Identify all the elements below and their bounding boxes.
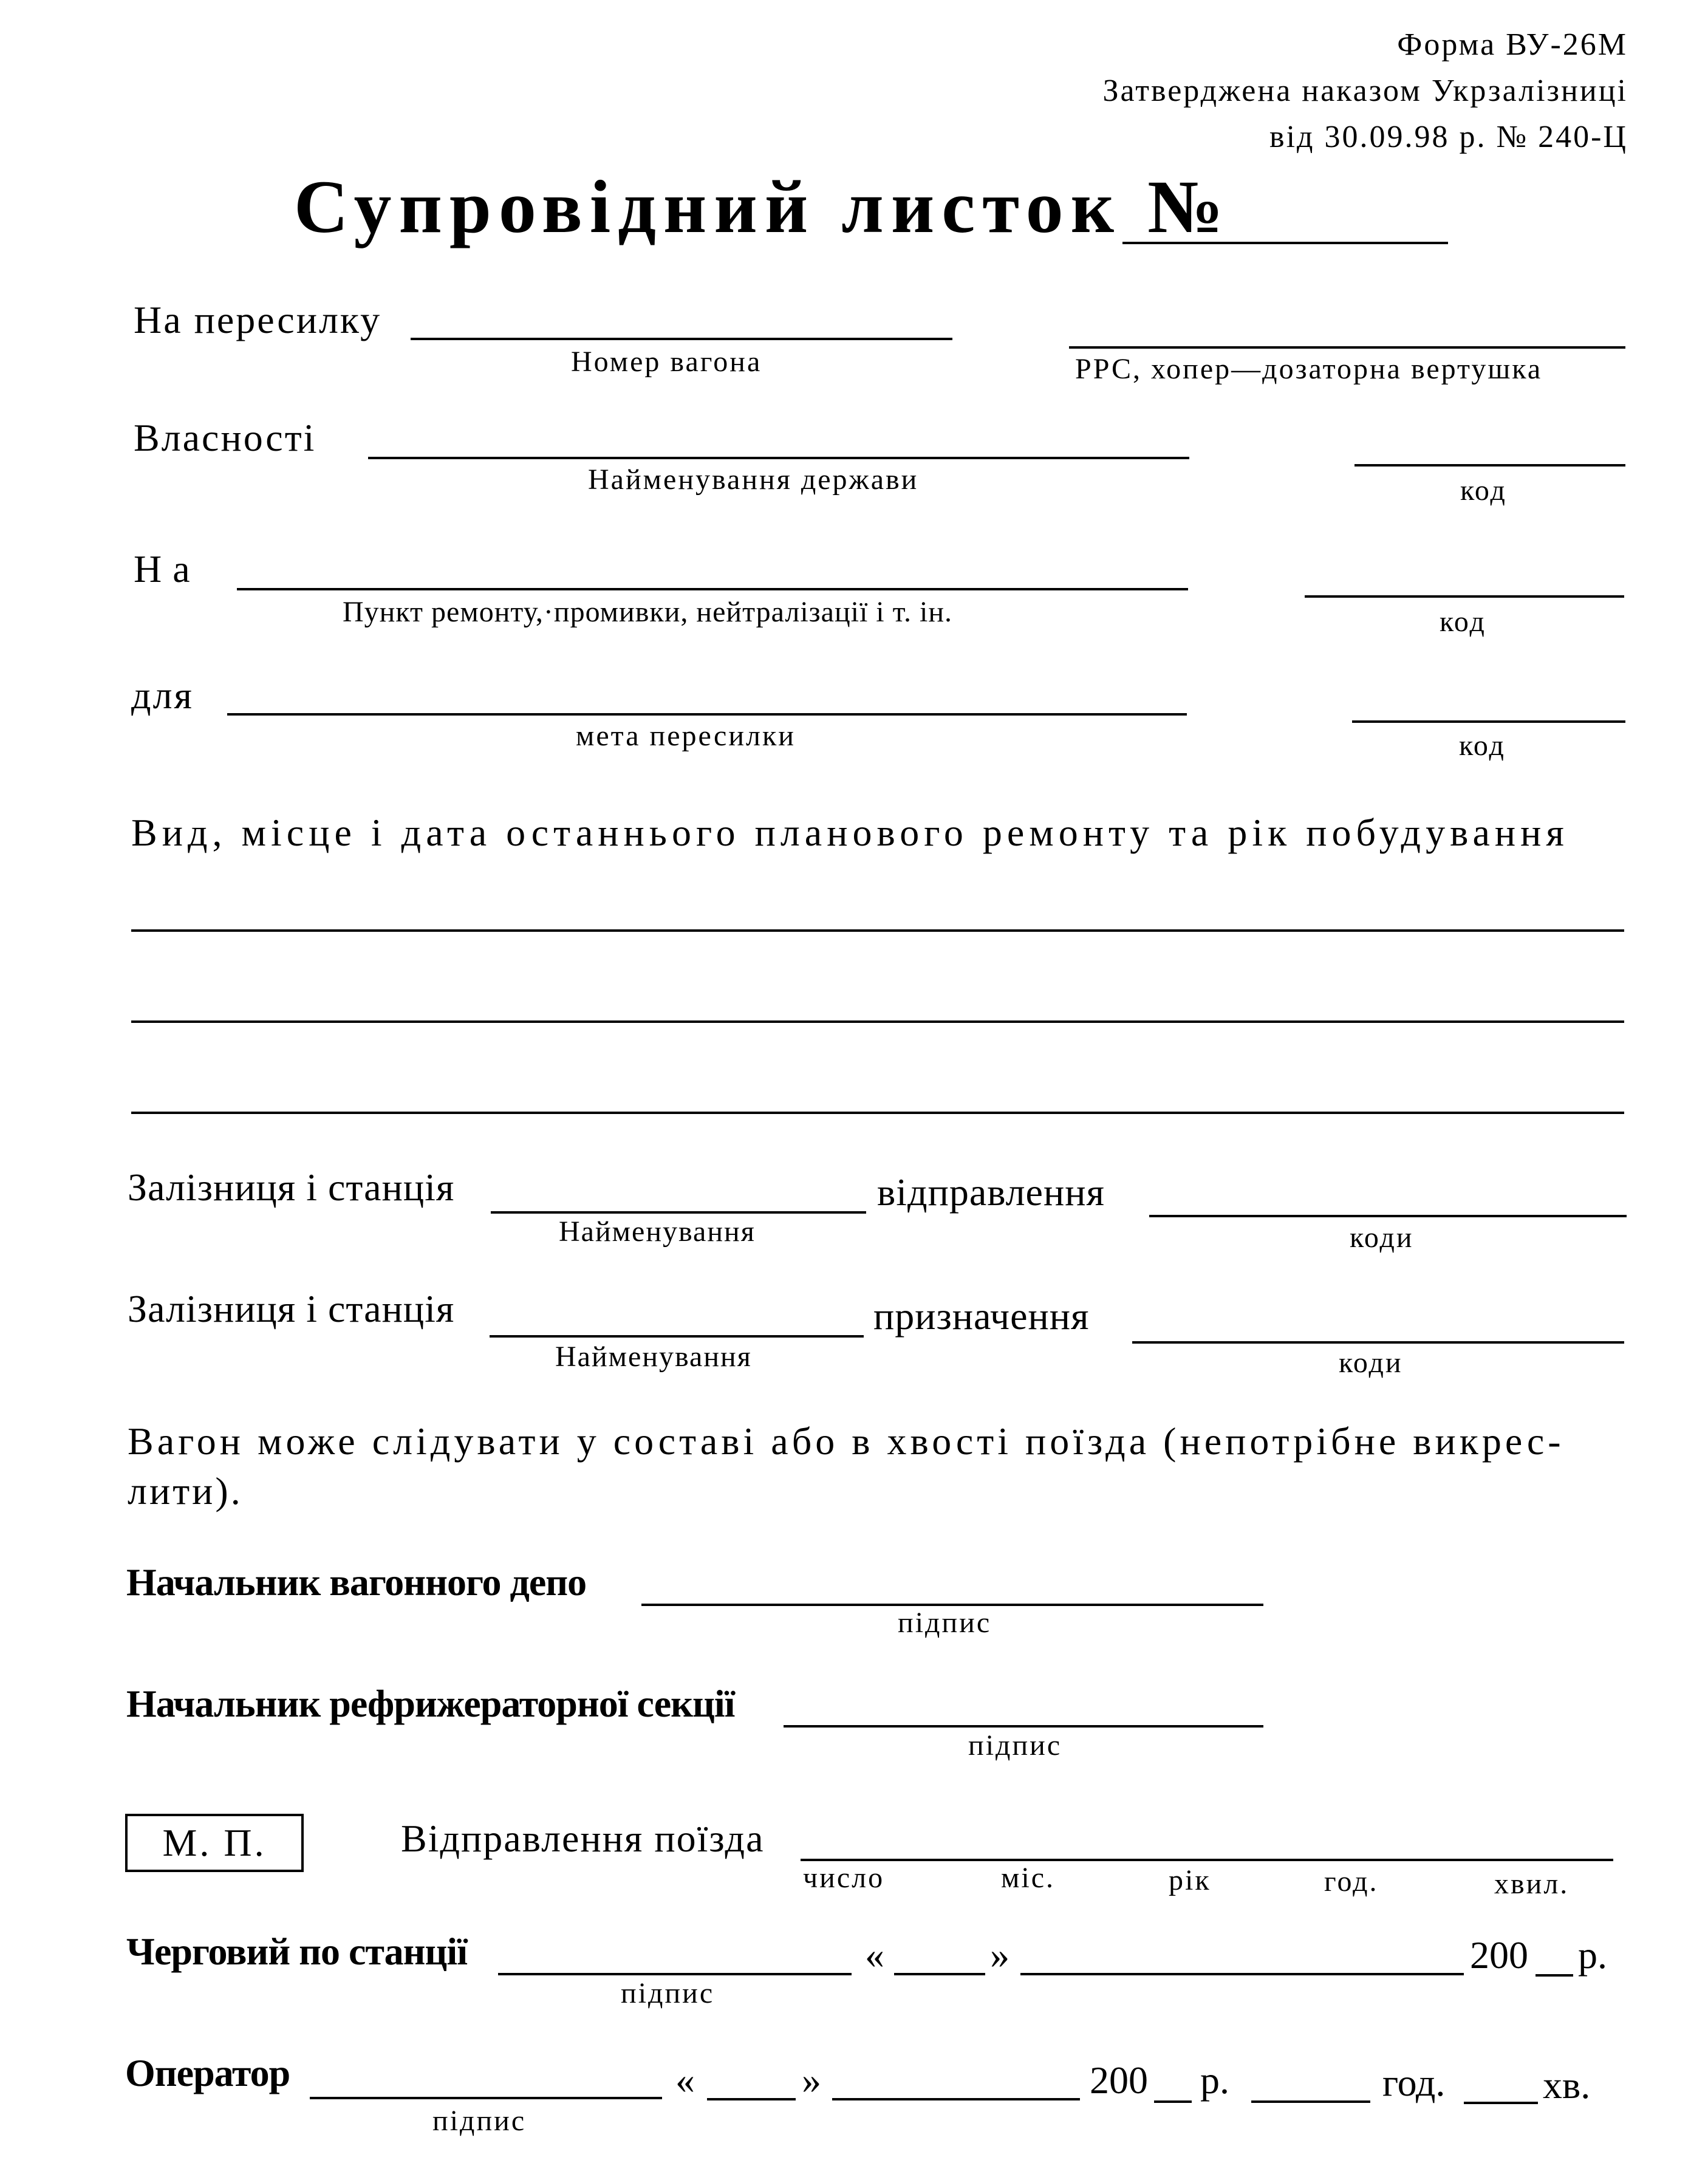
arrival-label: призначення: [873, 1294, 1090, 1338]
state-name-field[interactable]: [368, 457, 1189, 459]
train-departure-label: Відправлення поїзда: [401, 1817, 765, 1860]
station-duty-year-prefix: 200: [1470, 1933, 1528, 1977]
stamp-box: М. П.: [125, 1814, 304, 1872]
operator-signature-field[interactable]: [310, 2097, 662, 2099]
refrigerator-chief-signature-caption: підпис: [968, 1729, 1062, 1762]
station-duty-year-field[interactable]: [1535, 1974, 1573, 1977]
wagon-number-caption: Номер вагона: [571, 346, 762, 378]
operator-minutes-field[interactable]: [1464, 2102, 1538, 2104]
dispatch-codes-field[interactable]: [1149, 1215, 1627, 1217]
operator-day-field[interactable]: [707, 2098, 796, 2100]
station-duty-year-suffix: р.: [1578, 1933, 1607, 1977]
train-position-note-continued: лити).: [128, 1469, 243, 1512]
refrigerator-chief-signature-field[interactable]: [784, 1725, 1263, 1728]
arrival-codes-caption: коди: [1339, 1347, 1403, 1379]
repair-info-label: Вид, місце і дата останнього планового ремонту та рік побудування: [131, 811, 1569, 854]
purpose-code-field[interactable]: [1352, 720, 1625, 723]
dispatch-codes-caption: коди: [1350, 1222, 1414, 1254]
dispatch-station-label: Залізниця і станція: [128, 1166, 455, 1209]
operator-label: Оператор: [125, 2051, 290, 2094]
state-code-field[interactable]: [1354, 464, 1625, 467]
station-duty-label: Черговий по станції: [126, 1930, 467, 1973]
station-duty-day-field[interactable]: [894, 1973, 985, 1975]
wagon-number-field[interactable]: [411, 338, 952, 340]
purpose-field[interactable]: [227, 713, 1187, 716]
depot-chief-label: Начальник вагонного депо: [126, 1560, 587, 1604]
destination-label: На: [134, 547, 201, 590]
purpose-code-caption: код: [1459, 730, 1506, 762]
repair-info-line-3[interactable]: [131, 1112, 1624, 1114]
wagon-type-field[interactable]: [1069, 346, 1625, 349]
forwarding-label: На пересилку: [134, 298, 382, 341]
dispatch-label: відправлення: [877, 1171, 1105, 1214]
form-name: Форма ВУ-26М: [1397, 27, 1628, 62]
operator-month-field[interactable]: [832, 2098, 1080, 2100]
station-duty-quote-close: »: [990, 1933, 1011, 1977]
document-title: Супровідний листок №: [294, 165, 1231, 248]
train-departure-field[interactable]: [801, 1859, 1613, 1861]
departure-day-caption: число: [803, 1862, 885, 1894]
purpose-caption: мета пересилки: [576, 720, 796, 752]
state-code-caption: код: [1460, 474, 1507, 507]
operator-hours-field[interactable]: [1251, 2100, 1370, 2103]
departure-year-caption: рік: [1169, 1864, 1211, 1896]
arrival-codes-field[interactable]: [1132, 1341, 1624, 1344]
approval-date: від 30.09.98 р. № 240-Ц: [1269, 120, 1628, 154]
operator-hours-label: год.: [1382, 2061, 1446, 2104]
station-duty-signature-field[interactable]: [498, 1973, 852, 1975]
operator-year-prefix: 200: [1090, 2059, 1148, 2102]
repair-point-code-field[interactable]: [1305, 595, 1624, 598]
dispatch-station-name-field[interactable]: [491, 1211, 866, 1214]
repair-info-line-2[interactable]: [131, 1020, 1624, 1023]
repair-point-field[interactable]: [237, 588, 1188, 590]
station-duty-signature-caption: підпис: [621, 1977, 715, 2009]
depot-chief-signature-caption: підпис: [898, 1607, 992, 1639]
arrival-station-name-field[interactable]: [490, 1335, 864, 1338]
departure-hour-caption: год.: [1324, 1865, 1379, 1898]
repair-point-caption: Пункт ремонту,·промивки, нейтралізації і т. ін.: [343, 596, 953, 628]
dispatch-station-name-caption: Найменування: [559, 1215, 756, 1248]
operator-year-field[interactable]: [1154, 2100, 1192, 2103]
purpose-label: для: [131, 674, 194, 717]
operator-year-suffix: р.: [1200, 2059, 1229, 2102]
departure-month-caption: міс.: [1001, 1862, 1056, 1894]
repair-point-code-caption: код: [1440, 606, 1486, 638]
wagon-type-caption: РРС, хопер—дозаторна вертушка: [1075, 353, 1543, 385]
operator-signature-caption: підпис: [432, 2105, 527, 2137]
train-position-note: Вагон може слідувати у составі або в хвості поїзда (непотрібне викрес-: [128, 1420, 1565, 1463]
state-name-caption: Найменування держави: [588, 463, 919, 496]
approval-text: Затверджена наказом Укрзалізниці: [1102, 73, 1628, 108]
arrival-station-label: Залізниця і станція: [128, 1287, 455, 1330]
ownership-label: Власності: [134, 416, 316, 459]
station-duty-quote-open: «: [865, 1933, 886, 1977]
operator-quote-open: «: [675, 2059, 697, 2102]
departure-minute-caption: хвил.: [1494, 1868, 1570, 1900]
refrigerator-chief-label: Начальник рефрижераторної секції: [126, 1682, 735, 1725]
operator-quote-close: »: [802, 2059, 823, 2102]
document-number-field[interactable]: [1122, 242, 1448, 244]
station-duty-month-field[interactable]: [1020, 1973, 1464, 1975]
arrival-station-name-caption: Найменування: [555, 1341, 752, 1373]
repair-info-line-1[interactable]: [131, 929, 1624, 932]
operator-minutes-label: хв.: [1543, 2063, 1591, 2107]
